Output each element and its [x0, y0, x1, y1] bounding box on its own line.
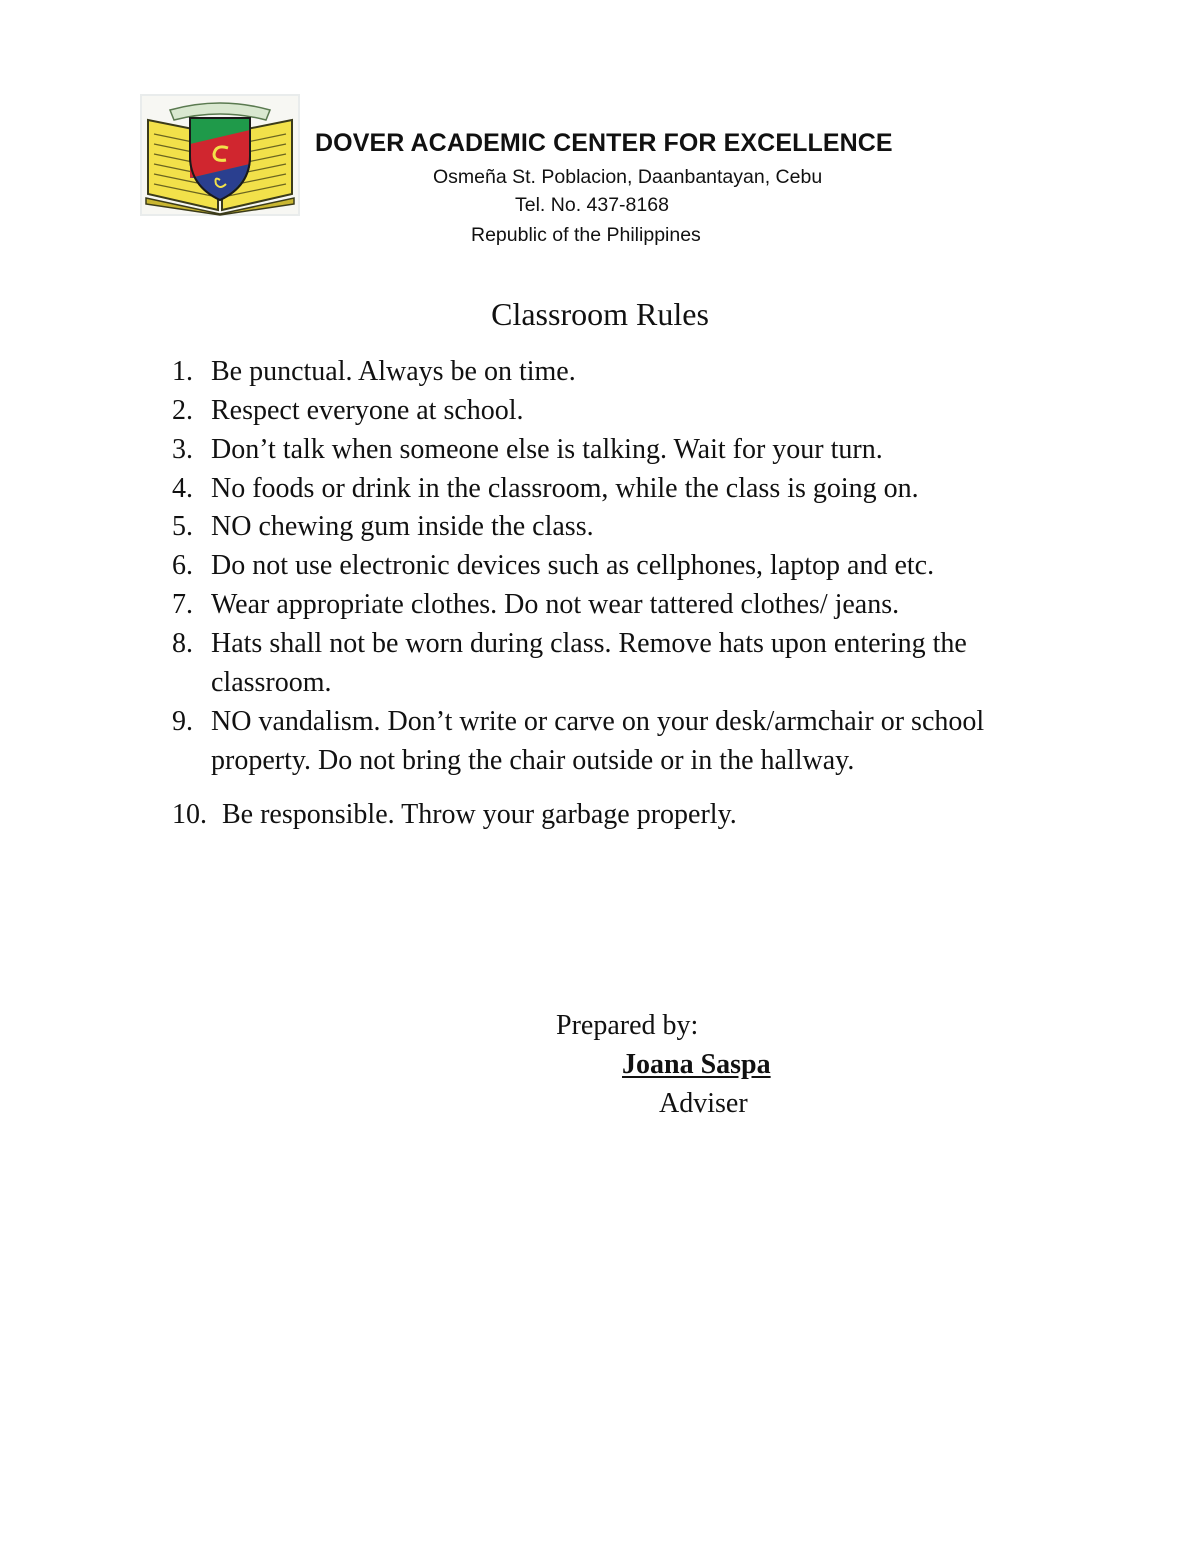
rule-number: 1. [172, 356, 193, 387]
rule-text: No foods or drink in the classroom, while the class is going on. [211, 473, 919, 504]
rule-number: 10. [172, 799, 207, 830]
rule-text: Be responsible. Throw your garbage properly. [222, 799, 737, 830]
school-country: Republic of the Philippines [471, 224, 701, 246]
preparer-name: Joana Saspa [622, 1049, 771, 1080]
rule-number: 4. [172, 473, 193, 504]
rule-number: 7. [172, 589, 193, 620]
school-name: DOVER ACADEMIC CENTER FOR EXCELLENCE [315, 129, 893, 157]
rule-text: Hats shall not be worn during class. Remove hats upon entering the classroom. [211, 628, 967, 698]
rule-text: Respect everyone at school. [211, 395, 524, 426]
rule-number: 5. [172, 511, 193, 542]
rule-text: Wear appropriate clothes. Do not wear tattered clothes/ jeans. [211, 589, 900, 620]
rule-number: 3. [172, 434, 193, 465]
rule-number: 9. [172, 706, 193, 737]
school-crest-logo [140, 94, 300, 216]
rule-text: Do not use electronic devices such as cellphones, laptop and etc. [211, 550, 935, 581]
rule-number: 2. [172, 395, 193, 426]
rule-text: NO vandalism. Don’t write or carve on your desk/armchair or school property. Do not bring the chair outside or in the hallway. [211, 706, 985, 776]
rule-text: NO chewing gum inside the class. [211, 511, 594, 542]
rule-number: 6. [172, 550, 193, 581]
rule-text: Don’t talk when someone else is talking. Wait for your turn. [211, 434, 883, 465]
school-telephone: Tel. No. 437-8168 [515, 194, 669, 216]
rule-text: Be punctual. Always be on time. [211, 356, 576, 387]
preparer-role: Adviser [659, 1088, 748, 1119]
prepared-by-label: Prepared by: [556, 1010, 699, 1041]
rule-number: 8. [172, 628, 193, 659]
school-address: Osmeña St. Poblacion, Daanbantayan, Cebu [433, 166, 823, 188]
document-title: Classroom Rules [491, 296, 709, 332]
